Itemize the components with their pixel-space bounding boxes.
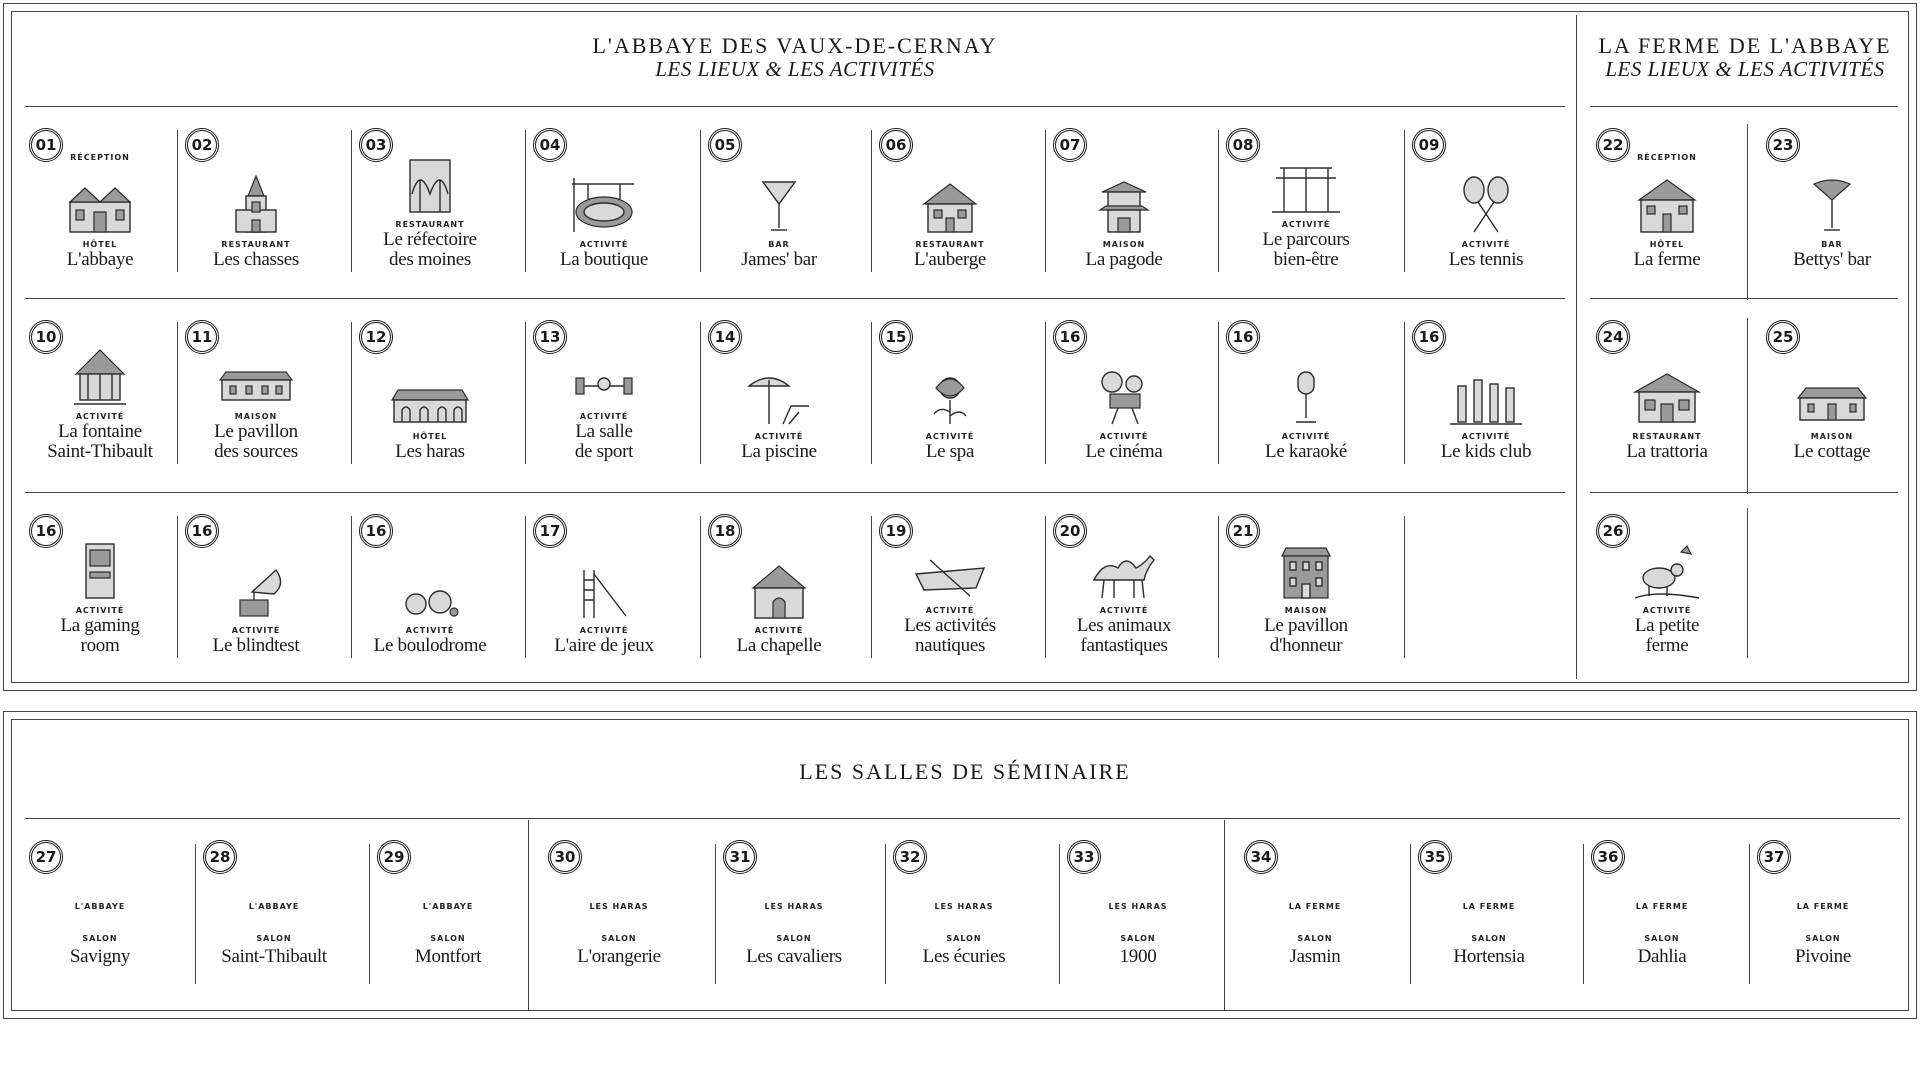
seminaire-col-divider (369, 844, 370, 984)
room-name: Jasmin (1289, 946, 1341, 967)
location-number-badge: 05 (708, 128, 742, 162)
location-number-badge: 23 (1766, 128, 1800, 162)
location-number-badge: 25 (1766, 320, 1800, 354)
location-content (25, 152, 175, 270)
location-content (875, 152, 1025, 270)
location-name: La fontaine Saint-Thibault (47, 421, 153, 463)
location-category: ACTIVITÉ (1642, 606, 1692, 616)
location-category: ACTIVITÉ (1461, 240, 1511, 250)
location-content (1408, 344, 1564, 462)
room-name: Saint-Thibault (221, 946, 327, 967)
location-content (704, 344, 854, 462)
seminaire-title: LES SALLES DE SÉMINAIRE (799, 759, 1131, 784)
location-cell (1592, 510, 1742, 656)
seminar-room-cell (1414, 836, 1564, 976)
abbaye-col-divider (1404, 130, 1405, 272)
room-type: SALON (82, 934, 118, 943)
location-content (25, 344, 175, 462)
location-name: La piscine (741, 441, 817, 463)
location-number-badge: 01 (29, 128, 63, 162)
chapel-tower-icon (196, 166, 316, 236)
location-name: Le boulodrome (373, 635, 487, 657)
seminar-room-cell (1063, 836, 1213, 976)
location-name: James' bar (741, 249, 817, 271)
location-category: ACTIVITÉ (1461, 432, 1511, 442)
location-content (1222, 152, 1390, 270)
location-name: Le spa (925, 441, 975, 463)
location-name: La salle de sport (574, 421, 634, 463)
ferme-row-rule-1 (1590, 298, 1898, 299)
room-type: SALON (776, 934, 812, 943)
chapel-icon (719, 552, 839, 622)
ferme-section-header (1590, 34, 1900, 81)
abbaye-col-divider (525, 130, 526, 272)
location-number-badge: 07 (1053, 128, 1087, 162)
location-name: La petite ferme (1634, 615, 1700, 657)
seminar-room-cell (544, 836, 694, 976)
seminaire-col-divider (1410, 844, 1411, 984)
abbaye-col-divider (871, 516, 872, 658)
room-location: LA FERME (1635, 902, 1689, 911)
microphone-icon (1246, 358, 1366, 428)
location-cell (25, 510, 175, 656)
location-number-badge: 16 (1053, 320, 1087, 354)
location-category: ACTIVITÉ (1281, 220, 1331, 230)
room-location: LES HARAS (589, 902, 649, 911)
location-category: ACTIVITÉ (75, 412, 125, 422)
location-cell (1222, 124, 1390, 270)
location-name: Le pavillon d'honneur (1264, 615, 1348, 657)
room-number-badge: 27 (29, 840, 63, 874)
ferme-subtitle: LES LIEUX & LES ACTIVITÉS (1605, 57, 1885, 82)
seminar-room-cell (1240, 836, 1390, 976)
location-number-badge: 18 (708, 514, 742, 548)
location-number-badge: 26 (1596, 514, 1630, 548)
abbaye-col-divider (351, 516, 352, 658)
petanque-balls-icon (370, 552, 490, 622)
abbaye-section-header (25, 34, 1565, 81)
room-type: SALON (1644, 934, 1680, 943)
location-content (529, 152, 679, 270)
abbaye-title: L'ABBAYE DES VAUX-DE-CERNAY (592, 33, 998, 58)
room-number-badge: 34 (1244, 840, 1278, 874)
room-location: LA FERME (1796, 902, 1850, 911)
room-type: SALON (1297, 934, 1333, 943)
location-content (875, 344, 1025, 462)
abbaye-col-divider (1404, 322, 1405, 464)
inn-house-icon (890, 166, 1010, 236)
cocktail-glass-icon (719, 166, 839, 236)
location-category: RESTAURANT (395, 220, 465, 230)
location-content (181, 538, 331, 656)
location-category: HÔTEL (82, 240, 118, 250)
abbaye-col-divider (871, 130, 872, 272)
fountain-pavilion-icon (40, 344, 160, 408)
location-number-badge: 19 (879, 514, 913, 548)
location-content (181, 344, 331, 462)
abbaye-col-divider (525, 322, 526, 464)
location-cell (1049, 124, 1199, 270)
seminaire-group-divider-1 (528, 820, 529, 1011)
location-category: ACTIVITÉ (754, 626, 804, 636)
dumbbell-icon (544, 344, 664, 408)
room-location: L'ABBAYE (422, 902, 474, 911)
seminaire-col-divider (1059, 844, 1060, 984)
toy-figures-icon (1426, 358, 1546, 428)
abbaye-row-rule-2 (25, 492, 1565, 493)
room-name: 1900 (1119, 946, 1157, 967)
room-location: LES HARAS (1108, 902, 1168, 911)
location-cell (1408, 316, 1564, 462)
room-type: SALON (946, 934, 982, 943)
location-cell (875, 124, 1025, 270)
location-category: BAR (768, 240, 790, 250)
cottage-icon (1772, 358, 1892, 428)
film-projector-icon (1064, 358, 1184, 428)
seminar-room-cell (25, 836, 175, 976)
location-cell (25, 124, 175, 270)
location-content (704, 152, 854, 270)
location-content (1592, 152, 1742, 270)
room-type: SALON (430, 934, 466, 943)
location-name: Le cinéma (1085, 441, 1163, 463)
room-type: SALON (1805, 934, 1841, 943)
location-name: Les haras (395, 441, 465, 463)
margarita-glass-icon (1772, 166, 1892, 236)
location-cell (181, 316, 331, 462)
room-number-badge: 32 (893, 840, 927, 874)
farm-animals-icon (1607, 538, 1727, 602)
location-category: RESTAURANT (1632, 432, 1702, 442)
seminaire-col-divider (1749, 844, 1750, 984)
abbaye-col-divider (1218, 130, 1219, 272)
room-name: Hortensia (1453, 946, 1525, 967)
location-cell (355, 316, 505, 462)
location-number-badge: 20 (1053, 514, 1087, 548)
location-cell (529, 124, 679, 270)
abbaye.rows.0.0-reception-label: RÉCEPTION (70, 153, 130, 163)
location-name: Les activités nautiques (904, 615, 996, 657)
location-category: HÔTEL (412, 432, 448, 442)
abbaye-col-divider (1045, 130, 1046, 272)
room-name: Pivoine (1795, 946, 1851, 967)
location-category: ACTIVITÉ (231, 626, 281, 636)
shop-sign-icon (544, 166, 664, 236)
location-category: HÔTEL (1649, 240, 1685, 250)
location-name: La boutique (560, 249, 648, 271)
ferme-header-rule (1590, 106, 1898, 107)
abbaye-row-rule-1 (25, 298, 1565, 299)
location-content (1408, 152, 1564, 270)
location-name: La trattoria (1626, 441, 1708, 463)
room-number-badge: 28 (203, 840, 237, 874)
location-cell (704, 316, 854, 462)
location-cell (704, 510, 854, 656)
location-number-badge: 21 (1226, 514, 1260, 548)
location-content (704, 538, 854, 656)
location-cell (181, 124, 331, 270)
long-house-icon (196, 344, 316, 408)
seminaire-header-rule (25, 818, 1900, 819)
ferme-title: LA FERME DE L'ABBAYE (1598, 33, 1892, 58)
abbaye-header-rule (25, 106, 1565, 107)
seminaire-section-header (25, 760, 1905, 784)
location-name: Le karaoké (1265, 441, 1347, 463)
location-cell (529, 510, 679, 656)
location-name: Le pavillon des sources (214, 421, 298, 463)
room-name: Les cavaliers (746, 946, 842, 967)
vaulted-hall-icon (370, 152, 490, 216)
room-name: Savigny (69, 946, 131, 967)
location-cell (1762, 124, 1902, 270)
pagoda-icon (1064, 166, 1184, 236)
ferme-col-divider-2 (1747, 318, 1748, 494)
parasol-chair-icon (719, 358, 839, 428)
location-category: ACTIVITÉ (579, 412, 629, 422)
location-cell (529, 316, 679, 462)
room-type: SALON (1120, 934, 1156, 943)
location-number-badge: 12 (359, 320, 393, 354)
location-cell (1762, 316, 1902, 462)
location-name: Les chasses (213, 249, 299, 271)
seminar-room-cell (889, 836, 1039, 976)
room-type: SALON (1471, 934, 1507, 943)
location-name: L'aire de jeux (554, 635, 654, 657)
location-number-badge: 22 (1596, 128, 1630, 162)
location-cell (875, 510, 1025, 656)
location-content (25, 538, 175, 656)
abbaye-col-divider (1045, 322, 1046, 464)
location-category: BAR (1821, 240, 1843, 250)
abbey-icon (40, 166, 160, 236)
abbaye-subtitle: LES LIEUX & LES ACTIVITÉS (655, 57, 935, 82)
location-category: RESTAURANT (915, 240, 985, 250)
tennis-rackets-icon (1426, 166, 1546, 236)
trattoria-icon (1607, 358, 1727, 428)
location-number-badge: 13 (533, 320, 567, 354)
abbaye-col-divider (871, 322, 872, 464)
location-number-badge: 10 (29, 320, 63, 354)
room-number-badge: 37 (1757, 840, 1791, 874)
location-cell (355, 510, 505, 656)
location-cell (181, 510, 331, 656)
location-name: L'abbaye (66, 249, 134, 271)
location-name: L'auberge (913, 249, 987, 271)
location-cell (1408, 124, 1564, 270)
section-divider (1576, 15, 1577, 679)
location-number-badge: 11 (185, 320, 219, 354)
room-name: Dahlia (1637, 946, 1687, 967)
room-number-badge: 30 (548, 840, 582, 874)
room-name: Les écuries (922, 946, 1006, 967)
seminaire-col-divider (715, 844, 716, 984)
location-number-badge: 14 (708, 320, 742, 354)
location-number-badge: 17 (533, 514, 567, 548)
abbaye-col-divider (1218, 322, 1219, 464)
location-cell (1592, 316, 1742, 462)
location-number-badge: 16 (359, 514, 393, 548)
location-category: ACTIVITÉ (754, 432, 804, 442)
room-type: SALON (256, 934, 292, 943)
location-name: Le blindtest (212, 635, 300, 657)
location-content (1762, 152, 1902, 270)
location-number-badge: 15 (879, 320, 913, 354)
location-number-badge: 06 (879, 128, 913, 162)
seminar-room-cell (719, 836, 869, 976)
room-name: Montfort (414, 946, 482, 967)
room-number-badge: 36 (1591, 840, 1625, 874)
location-content (1762, 344, 1902, 462)
seminar-room-cell (199, 836, 349, 976)
location-content (355, 152, 505, 270)
seminaire-col-divider (885, 844, 886, 984)
location-content (875, 538, 1025, 656)
abbaye-col-divider (177, 516, 178, 658)
location-number-badge: 08 (1226, 128, 1260, 162)
stables-icon (370, 358, 490, 428)
room-name: L'orangerie (577, 946, 661, 967)
location-content (1222, 344, 1390, 462)
location-name: Bettys' bar (1793, 249, 1871, 271)
room-location: LES HARAS (934, 902, 994, 911)
location-category: ACTIVITÉ (405, 626, 455, 636)
location-name: Les tennis (1448, 249, 1524, 271)
location-name: La pagode (1085, 249, 1163, 271)
seminar-room-cell (373, 836, 523, 976)
abbaye-col-divider (700, 516, 701, 658)
rowboat-icon (890, 538, 1010, 602)
arcade-cabinet-icon (40, 538, 160, 602)
location-category: MAISON (234, 412, 278, 422)
abbaye-col-divider (700, 130, 701, 272)
location-category: ACTIVITÉ (579, 240, 629, 250)
location-category: ACTIVITÉ (925, 606, 975, 616)
location-number-badge: 16 (1412, 320, 1446, 354)
room-number-badge: 31 (723, 840, 757, 874)
abbaye-col-divider (700, 322, 701, 464)
manor-house-icon (1246, 538, 1366, 602)
location-cell (1049, 316, 1199, 462)
room-location: LES HARAS (764, 902, 824, 911)
ferme.rows.0.0-reception-label: RÉCEPTION (1637, 153, 1697, 163)
location-category: ACTIVITÉ (1099, 606, 1149, 616)
location-content (1222, 538, 1390, 656)
seminaire-col-divider (1583, 844, 1584, 984)
room-location: L'ABBAYE (74, 902, 126, 911)
abbaye-col-divider (525, 516, 526, 658)
abbaye-col-divider (177, 322, 178, 464)
location-category: MAISON (1284, 606, 1328, 616)
location-name: La chapelle (736, 635, 822, 657)
location-name: Le réfectoire des moines (383, 229, 477, 271)
room-number-badge: 29 (377, 840, 411, 874)
location-category: ACTIVITÉ (579, 626, 629, 636)
location-name: Le kids club (1440, 441, 1532, 463)
location-name: La ferme (1633, 249, 1701, 271)
room-location: LA FERME (1288, 902, 1342, 911)
location-content (529, 538, 679, 656)
seminaire-col-divider (195, 844, 196, 984)
location-content (355, 538, 505, 656)
location-number-badge: 16 (185, 514, 219, 548)
gramophone-icon (196, 552, 316, 622)
location-content (1049, 538, 1199, 656)
location-number-badge: 16 (1226, 320, 1260, 354)
location-cell (25, 316, 175, 462)
location-category: RESTAURANT (221, 240, 291, 250)
location-content (529, 344, 679, 462)
location-cell (355, 124, 505, 270)
room-number-badge: 35 (1418, 840, 1452, 874)
location-content (1049, 344, 1199, 462)
ferme-col-divider-3 (1747, 508, 1748, 658)
location-category: MAISON (1810, 432, 1854, 442)
location-name: Le cottage (1793, 441, 1871, 463)
ferme-col-divider-1 (1747, 124, 1748, 300)
location-content (355, 344, 505, 462)
location-content (1592, 344, 1742, 462)
location-number-badge: 16 (29, 514, 63, 548)
location-cell (1049, 510, 1199, 656)
location-category: ACTIVITÉ (925, 432, 975, 442)
room-location: LA FERME (1462, 902, 1516, 911)
abbaye-col-divider (351, 130, 352, 272)
location-cell (704, 124, 854, 270)
seminar-room-cell (1587, 836, 1737, 976)
room-number-badge: 33 (1067, 840, 1101, 874)
abbaye-col-divider (1404, 516, 1405, 658)
abbaye-col-divider (177, 130, 178, 272)
location-content (181, 152, 331, 270)
location-number-badge: 09 (1412, 128, 1446, 162)
location-category: ACTIVITÉ (1281, 432, 1331, 442)
location-cell (875, 316, 1025, 462)
location-name: Le parcours bien-être (1262, 229, 1350, 271)
seminaire-group-divider-2 (1224, 820, 1225, 1011)
pergola-icon (1246, 152, 1366, 216)
location-category: MAISON (1102, 240, 1146, 250)
location-category: ACTIVITÉ (75, 606, 125, 616)
ferme-row-rule-2 (1590, 492, 1898, 493)
location-category: ACTIVITÉ (1099, 432, 1149, 442)
slide-icon (544, 552, 664, 622)
room-type: SALON (601, 934, 637, 943)
farmhouse-icon (1607, 166, 1727, 236)
location-cell (1222, 316, 1390, 462)
location-number-badge: 03 (359, 128, 393, 162)
abbaye-col-divider (351, 322, 352, 464)
camel-icon (1064, 538, 1184, 602)
lotus-flower-icon (890, 358, 1010, 428)
location-content (1592, 538, 1742, 656)
location-number-badge: 02 (185, 128, 219, 162)
location-number-badge: 24 (1596, 320, 1630, 354)
location-cell (1222, 510, 1390, 656)
location-number-badge: 04 (533, 128, 567, 162)
abbaye-col-divider (1218, 516, 1219, 658)
room-location: L'ABBAYE (248, 902, 300, 911)
location-name: La gaming room (60, 615, 140, 657)
abbaye-col-divider (1045, 516, 1046, 658)
seminar-room-cell (1753, 836, 1893, 976)
location-cell (1592, 124, 1742, 270)
location-content (1049, 152, 1199, 270)
location-name: Les animaux fantastiques (1076, 615, 1172, 657)
